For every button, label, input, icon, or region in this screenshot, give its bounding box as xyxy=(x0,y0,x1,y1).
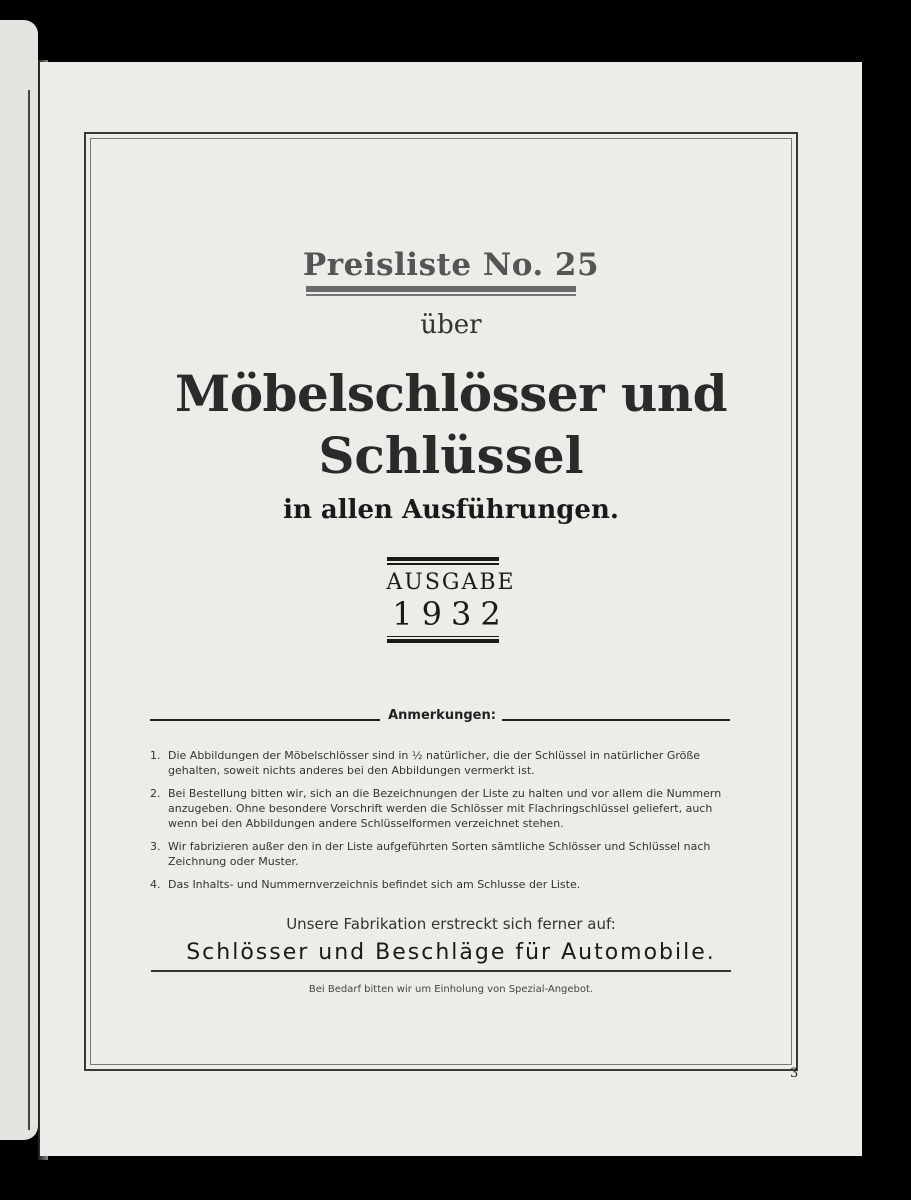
automobile-line: Schlösser und Beschläge für Automobile. xyxy=(186,940,716,965)
edition-year: 1932 xyxy=(392,595,510,633)
note-item xyxy=(150,786,732,831)
note-number: 1. xyxy=(150,749,161,762)
facing-page-border xyxy=(28,90,30,1130)
edition-label: AUSGABE xyxy=(386,570,516,595)
title-underline-thin xyxy=(306,294,576,296)
notes-heading xyxy=(150,708,730,728)
fabrication-text: Unsere Fabrikation erstreckt sich ferner auf: xyxy=(286,915,616,933)
edition-rule-top-thin xyxy=(387,563,499,565)
notes-list xyxy=(150,748,732,900)
product-heading-line1: Möbelschlösser und xyxy=(174,364,728,423)
note-number: 3. xyxy=(150,840,161,853)
edition-rule-bottom-thin xyxy=(387,636,499,637)
title-underline xyxy=(306,286,576,292)
note-text: Wir fabrizieren außer den in der Liste aufgeführten Sorten sämtliche Schlösser und Schlüssel nach Zeichnung oder Muster. xyxy=(168,840,711,868)
price-list-title: Preisliste No. 25 xyxy=(302,247,600,283)
automobile-underline xyxy=(151,970,731,972)
edition-rule-top xyxy=(387,557,499,561)
note-text: Bei Bestellung bitten wir, sich an die Bezeichnungen der Liste zu halten und vor allem die Nummern anzugeben. Ohne besondere Vorschrift werden die Schlösser mit Flachringschlüssel geliefert, auch wenn bei den Abbildungen andere Schlüsselformen verzeichnet stehen. xyxy=(168,787,722,830)
note-text: Die Abbildungen der Möbelschlösser sind in ½ natürlicher, die der Schlüssel in natürlicher Größe gehalten, soweit nichts anderes bei den Abbildungen vermerkt ist. xyxy=(168,749,701,777)
notes-rule-right xyxy=(502,719,730,721)
note-item xyxy=(150,877,732,892)
catalog-page xyxy=(40,62,862,1156)
note-item xyxy=(150,839,732,869)
special-offer-text: Bei Bedarf bitten wir um Einholung von Spezial-Angebot. xyxy=(308,984,594,995)
facing-page-edge xyxy=(0,20,38,1140)
note-number: 4. xyxy=(150,878,161,891)
note-item xyxy=(150,748,732,778)
ueber-text: über xyxy=(420,310,482,340)
edition-rule-bottom xyxy=(387,639,499,643)
notes-heading-label: Anmerkungen: xyxy=(388,708,496,723)
note-number: 2. xyxy=(150,787,161,800)
page-number: 3 xyxy=(790,1066,799,1081)
product-subtitle: in allen Ausführungen. xyxy=(283,495,619,525)
product-heading-line2: Schlüssel xyxy=(318,426,584,485)
note-text: Das Inhalts- und Nummernverzeichnis befindet sich am Schlusse der Liste. xyxy=(168,878,581,891)
notes-rule-left xyxy=(150,719,380,721)
